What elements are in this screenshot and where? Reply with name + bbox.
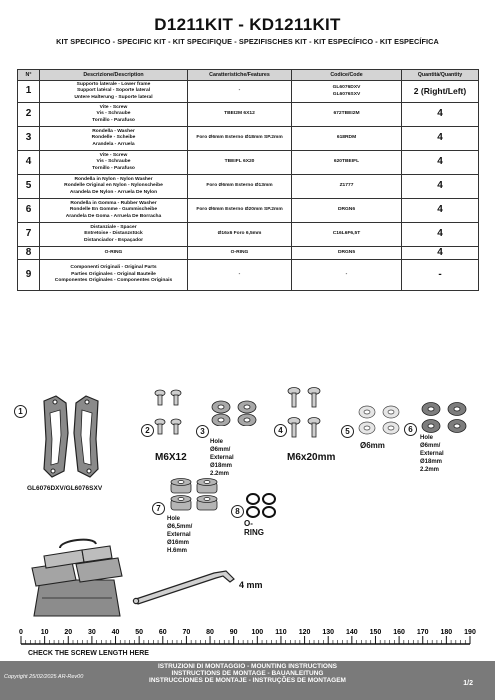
row-code (292, 127, 402, 151)
part-number-badge: 4 (274, 424, 287, 437)
ruler-tick-label: 160 (393, 629, 405, 636)
header-features: Caratteristiche/Features (188, 70, 292, 81)
row-quantity: - (402, 260, 479, 291)
o-ring-label: O-RING (244, 519, 264, 537)
footer-bar (0, 661, 495, 700)
ruler-tick-label: 120 (298, 629, 311, 636)
row-quantity: 4 (402, 175, 479, 199)
part-number-badge: 1 (14, 405, 27, 418)
ruler-tick-label: 130 (322, 629, 335, 636)
row-code (292, 199, 402, 223)
part-number-badge: 3 (196, 425, 209, 438)
hex-key-icon (130, 565, 248, 605)
table-row (18, 175, 479, 199)
ruler-tick-label: 90 (229, 629, 238, 636)
o-ring-illustration (244, 492, 278, 520)
row-quantity: 4 (402, 103, 479, 127)
ruler-tick-label: 140 (345, 629, 358, 636)
row-description (40, 223, 188, 247)
description-line: Componentes Originales - Componentes Originais (54, 278, 173, 284)
row-description (40, 247, 188, 260)
row-code (292, 151, 402, 175)
description-line: Rondelle En Gomme - Gummischeibe (69, 207, 158, 213)
row-number: 4 (18, 151, 40, 175)
part-number-badge: 2 (141, 424, 154, 437)
row-number: 5 (18, 175, 40, 199)
description-line: Support latéral - Soporte lateral (76, 88, 151, 94)
part-code-label: GL6076DXV/GL6076SXV (27, 485, 103, 492)
row-quantity: 4 (402, 223, 479, 247)
row-description (40, 127, 188, 151)
row-number: 3 (18, 127, 40, 151)
row-code (292, 247, 402, 260)
screw-size-label: M6X12 (155, 452, 187, 463)
description-line: Arandela De Goma - Arruela De Borracha (65, 213, 162, 219)
table-header-row (18, 70, 479, 81)
row-number: 9 (18, 260, 40, 291)
description-line: Arandela De Nylon - Arruela De Nylon (69, 189, 158, 195)
spacer-spec-label: Hole Ø6,5mm/ External Ø16mm H.6mm (167, 516, 193, 554)
screw-size-label: M6x20mm (287, 452, 336, 463)
row-features: TBEI2M 6X12 (188, 103, 292, 127)
description-line: Arandela - Arruela (92, 141, 135, 147)
part-number-badge: 6 (404, 423, 417, 436)
washer-size-label: Ø6mm (360, 441, 385, 450)
ruler-tick-label: 110 (275, 629, 287, 636)
ruler-tick-label: 80 (206, 629, 214, 636)
row-quantity: 2 (Right/Left) (402, 81, 479, 103)
row-features: O-RING (188, 247, 292, 260)
code-line: C16L6F6,5T (332, 231, 361, 237)
code-line: 618RDM (336, 135, 357, 141)
ruler-caption: CHECK THE SCREW LENGTH HERE (28, 650, 149, 657)
row-description (40, 175, 188, 199)
ruler-tick-label: 150 (369, 629, 382, 636)
code-line: 672TBEI2M (333, 111, 360, 117)
row-features: Ø16x6 Foro 6,5mm (188, 223, 292, 247)
row-features: - (188, 81, 292, 103)
row-number: 2 (18, 103, 40, 127)
ruler-tick-label: 60 (158, 629, 167, 636)
ruler-tick-label: 190 (464, 629, 476, 636)
ruler-tick-label: 30 (87, 629, 96, 636)
row-features: Foro Ø6mm Esterno Ø18mm SP.2mm (188, 127, 292, 151)
parts-table (17, 69, 479, 291)
row-number: 8 (18, 247, 40, 260)
row-features: Foro Ø6mm Esterno Ø20mm SP.2mm (188, 199, 292, 223)
ruler-tick-label: 10 (40, 629, 49, 636)
description-line: O-RING (104, 249, 123, 255)
description-line: Distanziale - Spacer (90, 224, 137, 230)
footer-line-3: INSTRUCCIONES DE MONTAJE - INSTRUÇÕES DE MONTAGEM (149, 677, 346, 684)
row-features: TBEIFL 6X20 (188, 151, 292, 175)
hex-key-size-label: 4 mm (239, 580, 263, 590)
washer-spec-label: Hole Ø6mm/ External Ø18mm 2.2mm (420, 435, 444, 473)
row-quantity: 4 (402, 199, 479, 223)
header-quantity: Quantità/Quantity (402, 70, 479, 81)
row-code (292, 260, 402, 291)
ruler-tick-label: 180 (440, 629, 453, 636)
row-description (40, 260, 188, 291)
description-line: Entretoise - Distanzstück (84, 231, 143, 237)
row-description (40, 81, 188, 103)
footer-line-2: INSTRUCTIONS DE MONTAGE - BAUANLEITUNG (171, 670, 324, 677)
ruler-tick-label: 0 (19, 629, 23, 636)
spacer-illustration (167, 478, 223, 514)
description-line: Distanciador - Espaçador (84, 237, 143, 243)
washer-spec-label: Hole Ø6mm/ External Ø18mm 2.2mm (210, 439, 234, 477)
row-quantity: 4 (402, 151, 479, 175)
description-line: Supporto laterale - Lower frame (76, 81, 151, 87)
table-row (18, 103, 479, 127)
description-line: Parties Originales - Original Bauteile (71, 271, 156, 277)
row-features: Foro Ø6mm Esterno Ø13mm (188, 175, 292, 199)
metal-washer-illustration (210, 400, 260, 426)
nylon-washer-illustration (357, 404, 403, 436)
copyright-text: Copyright 25/02/2025 AR-Rev00 (4, 674, 84, 680)
table-row (18, 127, 479, 151)
header-description: Descrizione/Description (40, 70, 188, 81)
header-code: Codice/Code (292, 70, 402, 81)
code-line: - (345, 271, 348, 277)
ruler-tick-label: 50 (135, 629, 144, 636)
ruler-tick-label: 70 (182, 629, 191, 636)
table-row (18, 260, 479, 291)
ruler-tick-label: 100 (251, 629, 264, 636)
code-line: GL6076SXV (332, 91, 361, 97)
description-line: Tornillo - Parafuso (92, 117, 135, 123)
description-line: Rondella in Gomma - Rubber Washer (70, 200, 157, 206)
part-number-badge: 7 (152, 502, 165, 515)
part-number-badge: 5 (341, 425, 354, 438)
description-line: Rondella - Washer (92, 128, 135, 134)
row-code (292, 103, 402, 127)
screw-m6x12-illustration (152, 388, 188, 444)
ruler-tick-label: 40 (111, 629, 120, 636)
description-line: Rondelle Original en Nylon - Nylonscheibe (64, 183, 163, 189)
ruler-tick-label: 20 (64, 629, 73, 636)
screw-m6x20-illustration (285, 385, 325, 447)
table-row (18, 247, 479, 260)
code-line: Z1777 (339, 183, 354, 189)
row-description (40, 151, 188, 175)
table-row (18, 199, 479, 223)
description-line: Vis - Schraube (96, 159, 131, 165)
description-line: Tornillo - Parafuso (92, 165, 135, 171)
code-line: DRGN5 (337, 249, 356, 255)
row-code (292, 175, 402, 199)
rubber-washer-illustration (420, 401, 470, 435)
row-number: 6 (18, 199, 40, 223)
row-description (40, 103, 188, 127)
document-title: D1211KIT - KD1211KIT (154, 15, 341, 34)
footer-line-1: ISTRUZIONI DI MONTAGGIO - MOUNTING INSTRUCTIONS (158, 663, 337, 670)
row-code (292, 223, 402, 247)
description-line: Rondella in Nylon - Nylon Washer (74, 176, 153, 182)
row-quantity: 4 (402, 127, 479, 151)
document-subtitle: KIT SPECIFICO - SPECIFIC KIT - KIT SPECIFIQUE - SPEZIFISCHES KIT - KIT ESPECÍFICO - KIT ESPECÍFICA (56, 37, 439, 46)
header-number: N° (18, 70, 40, 81)
side-bracket-illustration (26, 393, 116, 481)
description-line: Componenti Originali - Original Parts (70, 265, 157, 271)
page-number: 1/2 (463, 680, 473, 687)
code-line: GL6076DXV (332, 85, 361, 91)
table-row (18, 223, 479, 247)
table-row (18, 151, 479, 175)
description-line: Untere Halterung - Suporte lateral (74, 94, 153, 100)
ruler-tick-label: 170 (416, 629, 429, 636)
row-quantity: 4 (402, 247, 479, 260)
row-description (40, 199, 188, 223)
row-number: 7 (18, 223, 40, 247)
row-number: 1 (18, 81, 40, 103)
code-line: DRGN6 (337, 207, 356, 213)
row-features: - (188, 260, 292, 291)
row-code (292, 81, 402, 103)
part-number-badge: 8 (231, 505, 244, 518)
code-line: 620TBEIFL (333, 159, 360, 165)
description-line: Vite - Screw (99, 152, 128, 158)
table-row (18, 81, 479, 103)
toolbox-icon (22, 538, 132, 624)
description-line: Vis - Schraube (96, 111, 131, 117)
description-line: Rondelle - Scheibe (91, 135, 136, 141)
description-line: Vite - Screw (99, 104, 128, 110)
